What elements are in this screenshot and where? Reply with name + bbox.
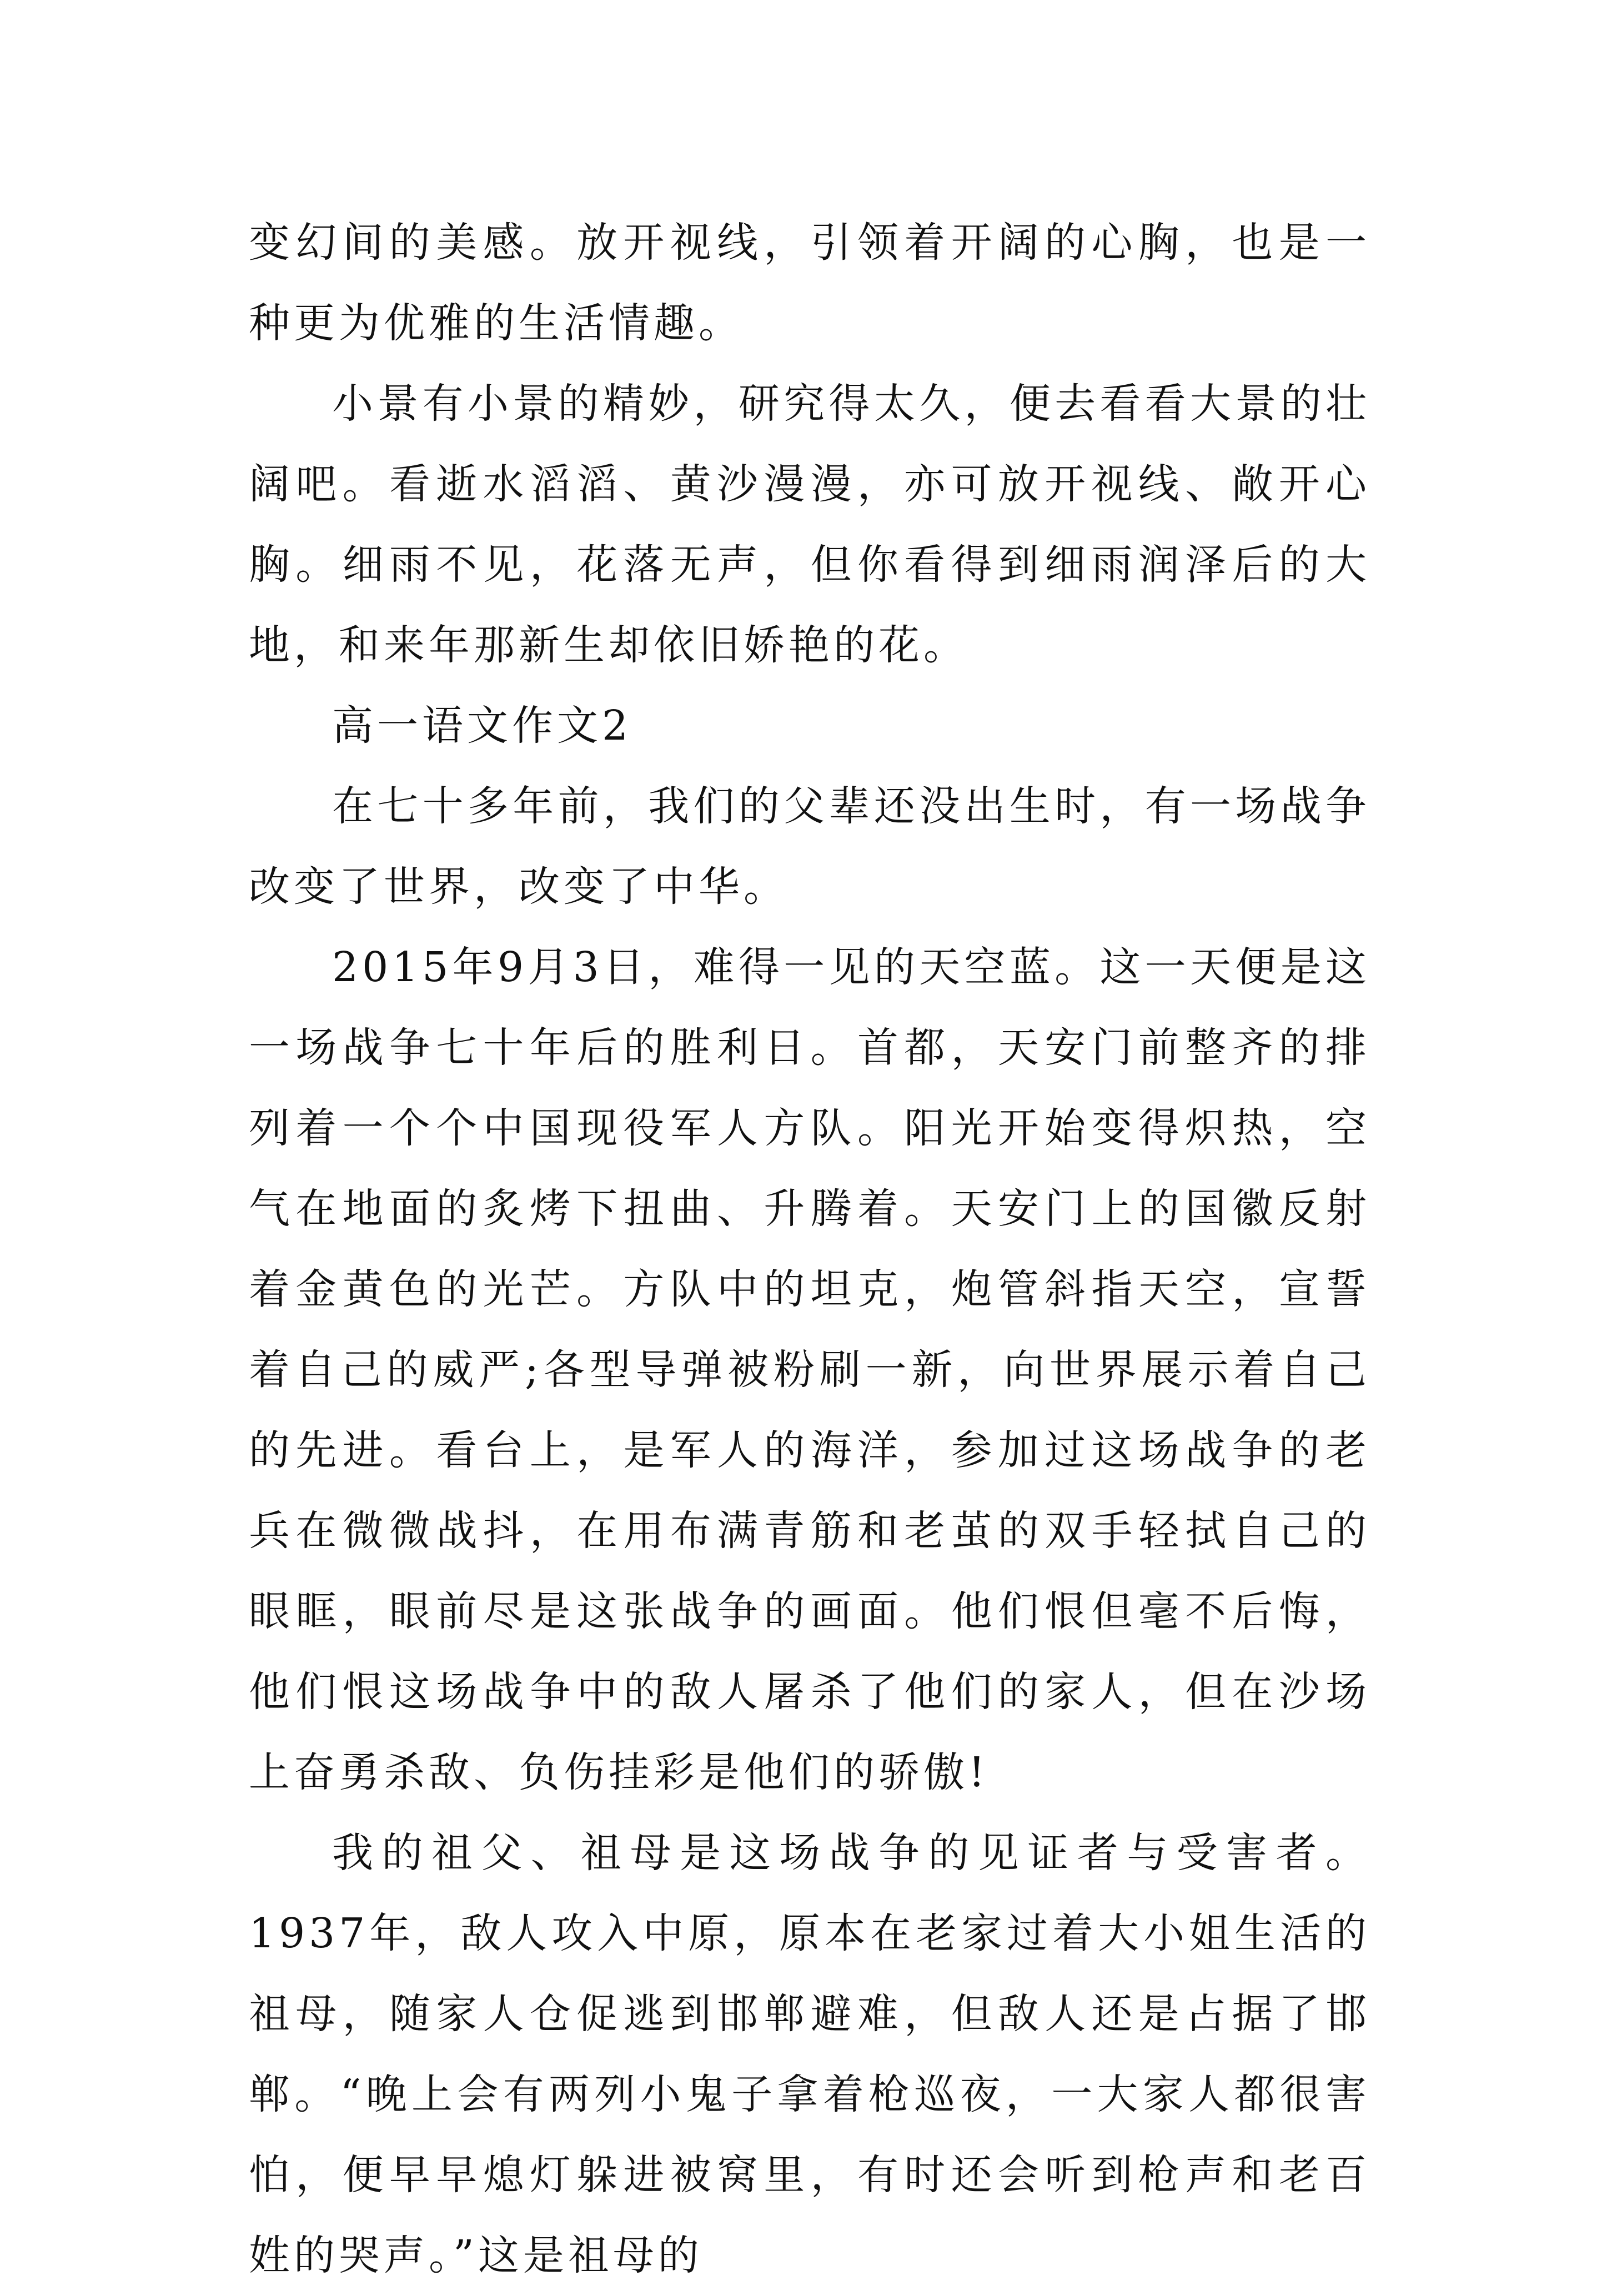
section-heading: 高一语文作文2 (332, 702, 632, 750)
paragraph-5: 我的祖父、祖母是这场战争的见证者与受害者。1937年，敌人攻入中原，原本在老家过着大小姐生活的祖母，随家人仓促逃到邯郸避难，但敌人还是占据了邯郸。“晚上会有两列小鬼子拿着枪巡夜，一大家人都很害怕，便早早熄灯躲进被窝里，有时还会听到枪声和老百姓的哭声。”这是祖母的 (249, 1829, 1370, 2279)
paragraph-2: 小景有小景的精妙，研究得太久，便去看看大景的壮阔吧。看逝水滔滔、黄沙漫漫，亦可放开视线、敞开心胸。细雨不见，花落无声，但你看得到细雨润泽后的大地，和来年那新生却依旧娇艳的花。 (249, 380, 1370, 669)
paragraph-4: 2015年9月3日，难得一见的天空蓝。这一天便是这一场战争七十年后的胜利日。首都，天安门前整齐的排列着一个个中国现役军人方队。阳光开始变得炽热，空气在地面的炙烤下扭曲、升腾着。天安门上的国徽反射着金黄色的光芒。方队中的坦克，炮管斜指天空，宣誓着自己的威严;各型导弹被粉刷一新，向世界展示着自己的先进。看台上，是军人的海洋，参加过这场战争的老兵在微微战抖，在用布满青筋和老茧的双手轻拭自己的眼眶，眼前尽是这张战争的画面。他们恨但毫不后悔，他们恨这场战争中的敌人屠杀了他们的家人，但在沙场上奋勇杀敌、负伤挂彩是他们的骄傲! (249, 943, 1370, 1796)
paragraph-1: 变幻间的美感。放开视线，引领着开阔的心胸，也是一种更为优雅的生活情趣。 (249, 219, 1370, 347)
document-body (249, 203, 1370, 2296)
paragraph-3: 在七十多年前，我们的父辈还没出生时，有一场战争改变了世界，改变了中华。 (249, 782, 1370, 911)
